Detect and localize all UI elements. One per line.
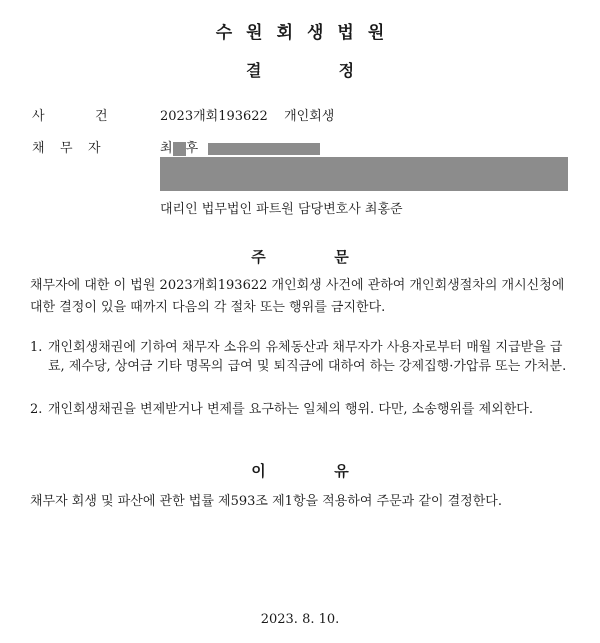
reason-heading-second: 유 xyxy=(334,462,349,480)
item-number: 2. xyxy=(30,402,43,417)
debtor-name-last: 후 xyxy=(185,141,199,156)
reason-heading xyxy=(0,460,600,481)
case-label-char: 사 xyxy=(32,109,45,124)
document-type-first-char: 결 xyxy=(245,61,262,80)
document-type-title xyxy=(0,58,600,81)
reason-text: 채무자 회생 및 파산에 관한 법률 제593조 제1항을 적용하여 주문과 같이 결정한다. xyxy=(30,494,502,509)
debtor-label-char: 자 xyxy=(88,141,101,156)
debtor-label xyxy=(32,137,116,156)
order-heading-first: 주 xyxy=(251,248,266,266)
reason-heading-first: 이 xyxy=(251,462,266,480)
debtor-name xyxy=(160,137,320,156)
document-type-second-char: 정 xyxy=(338,61,355,80)
list-item xyxy=(30,400,572,419)
order-text: 채무자에 대한 이 법원 2023개회193622 개인회생 사건에 관하여 개인회생절차의 개시신청에 대한 결정이 있을 때까지 다음의 각 절차 또는 행위를 금지한다. xyxy=(30,278,565,315)
order-heading xyxy=(0,246,600,267)
order-heading-second: 문 xyxy=(334,248,349,266)
item-text: 개인회생채권에 기하여 채무자 소유의 유체동산과 채무자가 사용자로부터 매월 지급받을 급료, 제수당, 상여금 기타 명목의 급여 및 퇴직금에 대하여 하는 강제집행·가압류 또는 가처분. xyxy=(48,340,567,374)
name-redaction xyxy=(173,142,186,156)
case-type: 개인회생 xyxy=(284,109,335,124)
id-redaction xyxy=(208,143,320,155)
case-value xyxy=(160,105,334,124)
item-text: 개인회생채권을 변제받거나 변제를 요구하는 일체의 행위. 다만, 소송행위를 제외한다. xyxy=(48,402,533,417)
case-label-char: 건 xyxy=(95,109,108,124)
debtor-label-char: 채 xyxy=(32,141,45,156)
case-label xyxy=(32,105,123,124)
decision-date: 2023. 8. 10. xyxy=(260,612,340,627)
debtor-label-char: 무 xyxy=(60,141,73,156)
debtor-name-first: 최 xyxy=(160,141,173,156)
address-redaction xyxy=(160,157,568,191)
representative: 대리인 법무법인 파트원 담당변호사 최홍준 xyxy=(160,202,403,217)
case-number: 2023개회193622 xyxy=(160,109,268,124)
item-number: 1. xyxy=(30,340,43,355)
list-item xyxy=(30,338,572,376)
court-name: 수원회생법원 xyxy=(215,23,399,43)
